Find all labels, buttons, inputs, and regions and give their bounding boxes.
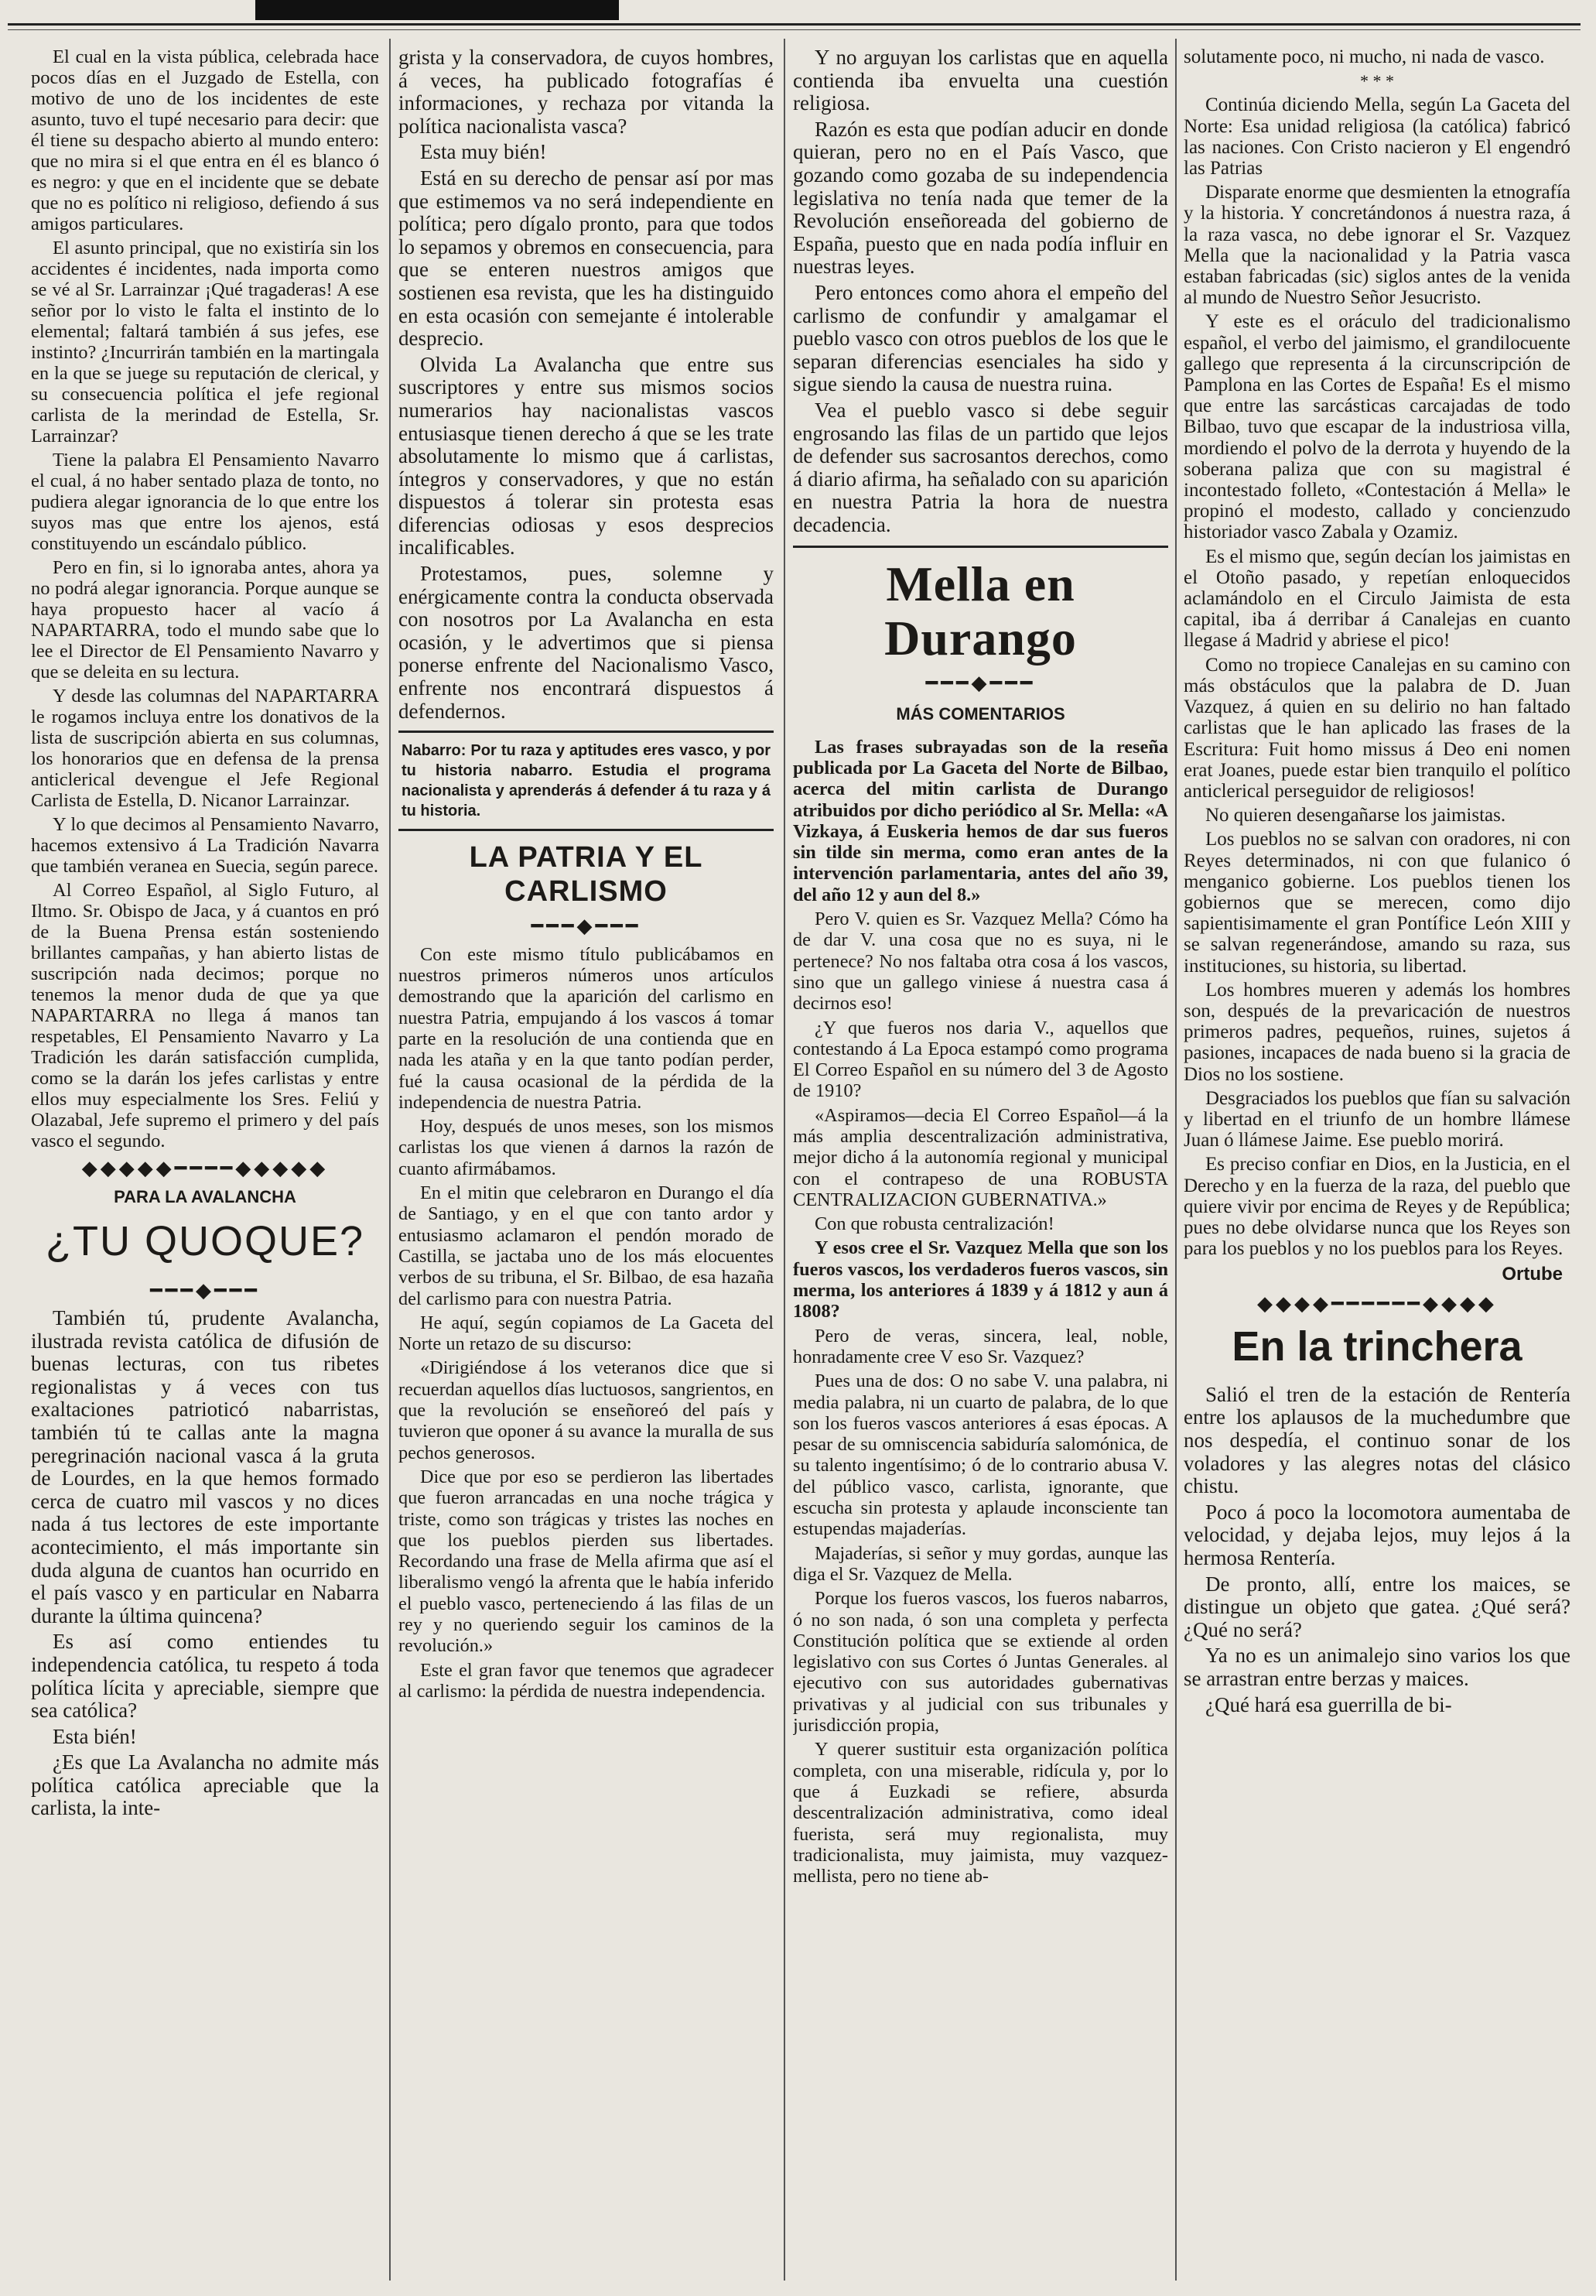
- article-paragraph: Pero entonces como ahora el empeño del carlismo de confundir y amalgamar el pueblo vasco con otros pueblos de los que le separan diferencias esenciales ha sido y sigue siendo la causa de nuestra ruina.: [793, 280, 1168, 396]
- article-paragraph: Disparate enorme que desmienten la etnografía y la historia. Y concretándonos á nuestra raza, á la raza vasca, no debe ignorar el Sr. Vazquez Mella que la nacionalidad y la Patria vasca estaban fabricadas (sic) siglos antes de la venida al mundo de Nuestro Señor Jesucristo.: [1184, 182, 1570, 309]
- article-subheadline: MÁS COMENTARIOS: [896, 704, 1065, 724]
- article-paragraph: Está en su derecho de pensar así por mas que estimemos va no será independiente en política; pero dígalo pronto, para que todos lo sepamos y obremos en consecuencia, para que se enteren nuestros amigos que sostienen esa revista, que les ha distinguido en esta ocasión con semejante é intolerable desprecio.: [398, 166, 774, 351]
- ornament-divider: ◆◆◆◆◆━━━━◆◆◆◆◆: [81, 1157, 329, 1179]
- article-paragraph: De pronto, allí, entre los maices, se distingue un objeto que gatea. ¿Qué será? ¿Qué no será?: [1184, 1572, 1570, 1641]
- article-paragraph: El asunto principal, que no existiría sin los accidentes é incidentes, nada importa como se vé al Sr. Larrainzar ¡Qué tragaderas! A ese señor por lo visto le falta el instinto de lo elemental; faltará también á sus jefes, ese instinto? ¿Incurrirán también en la martingala en la que se juege su reputación de clerical, y su consecuencia política el jefe regional carlista de la merindad de Estella, Sr. Larrainzar?: [31, 238, 379, 447]
- article-paragraph: Pero V. quien es Sr. Vazquez Mella? Cómo ha de dar V. una cosa que no es suya, ni le pertenece? No nos faltaba otra cosa á los vascos, sino que un gallego viniese á nuestra casa á decirnos eso!: [793, 908, 1168, 1015]
- notice-box: Nabarro: Por tu raza y aptitudes eres vasco, y por tu historia nabarro. Estudia el programa nacionalista y aprenderás á defender á tu raza y á tu historia.: [398, 731, 774, 831]
- asterism-divider: * * *: [1360, 71, 1394, 91]
- article-paragraph: Es el mismo que, según decían los jaimistas en el Otoño pasado, y repetían enloquecidos aclamándolo en el Circulo Jaimista de esta capital, iba á derribar á Canalejas en cuanto llegase á Madrid y abriese el pico!: [1184, 546, 1570, 652]
- article-paragraph: Y desde las columnas del NAPARTARRA le rogamos incluya entre los donativos de la lista de suscripción abierta en sus columnas, los honorarios que en defensa de la prensa anticlerical devengue el Jefe Regional Carlista de Estella, D. Nicanor Larrainzar.: [31, 686, 379, 811]
- section-rule: [793, 546, 1168, 548]
- article-paragraph: Los hombres mueren y además los hombres son, después de la prevaricación de nuestros primeros padres, pequeños, ruines, sujetos á pasiones, incapaces de nada bueno si la gracia de Dios no los sostiene.: [1184, 979, 1570, 1085]
- ornament-divider: ━━━◆━━━: [531, 915, 641, 938]
- article-paragraph: Salió el tren de la estación de Rentería entre los aplausos de la muchedumbre que nos despedía, el continuo sonar de los voladores y las alegres notas del clásico chistu.: [1184, 1382, 1570, 1498]
- article-paragraph: ¿Es que La Avalancha no admite más política católica apreciable que la carlista, la inte-: [31, 1750, 379, 1820]
- article-paragraph: Vea el pueblo vasco si debe seguir engrosando las filas de un partido que lejos de defender sus sacrosantos derechos, como á diario afirma, ha señalado con su aparición en nuestra Patria la hora de nuestra decadencia.: [793, 398, 1168, 536]
- article-paragraph: «Aspiramos—decia El Correo Español—á la más amplia descentralización administrativa, mejor dicho á la autonomía regional y municipal con el contrapeso de una ROBUSTA CENTRALIZACION GUBERNATIVA.»: [793, 1104, 1168, 1210]
- article-paragraph: Esta muy bién!: [420, 140, 547, 164]
- author-signature: Ortube: [1502, 1264, 1563, 1285]
- article-paragraph: También tú, prudente Avalancha, ilustrada revista católica de difusión de buenas lecturas, con tus ribetes regionalistas y á veces con tus exaltaciones patrioticó nabarristas, también tú te callas ante la magna peregrinación nacional vasca á la gruta de Lourdes, en la que hemos formado cerca de cuatro mil vascos y no dices nada á tus lectores de este importante acontecimiento, el más importante sin duda alguna de cuantos han ocurrido en el país vasco y en particular en Nabarra durante la última quincena?: [31, 1306, 379, 1627]
- article-paragraph: En el mitin que celebraron en Durango el día de Santiago, y en el que con tanto ardor y entusiasmo aclamaron el pendón morado de Castilla, se jactaba uno de los más elocuentes verbos de su tribuna, el Sr. Bilbao, de esa hazaña del carlismo para con nuestra Patria.: [398, 1182, 774, 1309]
- article-paragraph: grista y la conservadora, de cuyos hombres, á veces, ha publicado fotografías é informaciones, y rechaza por vitanda la política nacionalista vasca?: [398, 46, 774, 138]
- article-paragraph: ¿Qué hará esa guerrilla de bi-: [1205, 1692, 1452, 1716]
- top-rule: [8, 23, 1581, 26]
- article-paragraph: El cual en la vista pública, celebrada hace pocos días en el Juzgado de Estella, con motivo de uno de los incidentes de este asunto, tuvo el tupé necesario para decir: que él tiene su despacho abierto al mundo entero: que no mira si el que entra en él es blanco ó es negro: y que en el incidente que se debate que no es político ni religioso, defiendo á sus amigos particulares.: [31, 46, 379, 234]
- article-paragraph: Continúa diciendo Mella, según La Gaceta del Norte: Esa unidad religiosa (la católica) fabricó las naciones. Con Cristo nacieron y El engendró las Patrias: [1184, 94, 1570, 180]
- column-1: [31, 46, 379, 2281]
- masthead-strip: [255, 0, 619, 20]
- article-paragraph: Ya no es un animalejo sino varios los que se arrastran entre berzas y maices.: [1184, 1644, 1570, 1690]
- article-paragraph: Las frases subrayadas son de la reseña publicada por La Gaceta del Norte de Bilbao, acerca del mitin carlista de Durango atribuidos por dicho periódico al Sr. Mella: «A Vizkaya, á Euskeria hemos de dar sus fueros sin tilde sin merma, como eran antes de la intervención parlamentaria, antes del año 39, del año 12 y aun del 8.»: [793, 736, 1168, 905]
- article-paragraph: Desgraciados los pueblos que fían su salvación y libertad en el triunfo de un hombre llámese Juan ó llámese Jaime. Ese pueblo morirá.: [1184, 1087, 1570, 1151]
- article-paragraph: Poco á poco la locomotora aumentaba de velocidad, y dejaba lejos, muy lejos á la hermosa Rentería.: [1184, 1500, 1570, 1569]
- article-paragraph: «Dirigiéndose á los veteranos dice que si recuerdan aquellos días luctuosos, sangrientos, en que la revolución se enseñoreó del país y tuvieron que oponer á su avance la muralla de sus pechos generosos.: [398, 1357, 774, 1463]
- article-headline: LA PATRIA Y EL CARLISMO: [469, 841, 703, 908]
- article-paragraph: Los pueblos no se salvan con oradores, ni con Reyes determinados, ni con que fulanico ó menganico gobierne. Los pueblos tienen los gobiernos que se merecen, como dijo sapientisimamente el gran Pontífice León XIII y se salvan regenerándose, amando su raza, sus instituciones, su historia, su libertad.: [1184, 829, 1570, 977]
- article-paragraph: Hoy, después de unos meses, son los mismos carlistas los que vienen á darnos la razón de cuanto afirmábamos.: [398, 1116, 774, 1179]
- article-paragraph: No quieren desengañarse los jaimistas.: [1205, 805, 1506, 826]
- article-paragraph: Pues una de dos: O no sabe V. una palabra, ni media palabra, ni un cuarto de palabra, de lo que son los fueros vascos anteriores á esas épocas. A pesar de su omniscencia sabiduría salomónica, de su talento ingentísimo; ó de lo contrario abusa V. del público vasco, carlista, ignorante, que escucha sin protesta y aplaude inconsciente tan estupendas majaderías.: [793, 1370, 1168, 1540]
- article-paragraph: Razón es esta que podían aducir en donde quieran, pero no en el País Vasco, que gozando como gozaba de su independencia legislativa no tenía nada que temer de la Revolución enseñoreada del gobierno de España, puesto que en nada podía influir en nuestras leyes.: [793, 117, 1168, 279]
- article-paragraph: Es así como entiendes tu independencia católica, tu respeto á toda política lícita y apreciable, siempre que sea católica?: [31, 1630, 379, 1723]
- column-divider: [784, 39, 785, 2281]
- column-3: [793, 46, 1168, 2281]
- ornament-divider: ◆◆◆◆━━━━━━◆◆◆◆: [1257, 1292, 1497, 1315]
- column-4: [1184, 46, 1570, 2281]
- article-paragraph: He aquí, según copiamos de La Gaceta del Norte un retazo de su discurso:: [398, 1312, 774, 1355]
- column-divider: [1175, 39, 1177, 2281]
- article-paragraph: Y querer sustituir esta organización política completa, con una miserable, ridícula y, por lo que á Euzkadi se refiere, absurda descentralización administrativa, como ideal fuerista, será muy regionalista, muy tradicionalista, muy jaimista, muy vazquez-mellista, pero no tiene ab-: [793, 1739, 1168, 1887]
- article-headline: ¿TU QUOQUE?: [45, 1218, 365, 1264]
- article-paragraph: Al Correo Español, al Siglo Futuro, al Iltmo. Sr. Obispo de Jaca, y á cuantos en pró de la Buena Prensa están sosteniendo brillantes campañas, y han abierto listas de suscripción nada decimos; porque no tenemos la menor duda de que ya que NAPARTARRA no llega á manos tan respetables, El Pensamiento Navarro y La Tradición les darán satisfacción cumplida, como se la darán los jefes carlistas y entre ellos muy especialmente los Sres. Feliú y Olazabal, Jefe supremo el primero y del país vasco el segundo.: [31, 880, 379, 1151]
- article-paragraph: Y no arguyan los carlistas que en aquella contienda iba envuelta una cuestión religiosa.: [793, 46, 1168, 115]
- article-paragraph: Dice que por eso se perdieron las libertades que fueron arrancadas en una noche trágica y triste, como son trágicas y tristes las noches en que los pueblos pierden sus libertades. Recordando una frase de Mella afirma que así el liberalismo vengó la afrenta que le había inferido el pueblo vasco, perteneciendo á las filas de un rey y no queriendo seguir los caminos de la revolución.»: [398, 1466, 774, 1657]
- article-paragraph: Este el gran favor que tenemos que agradecer al carlismo: la pérdida de nuestra independencia.: [398, 1659, 774, 1702]
- article-paragraph: Esta bién!: [53, 1724, 137, 1748]
- article-paragraph: Con que robusta centralización!: [815, 1213, 1054, 1235]
- article-headline: Mella en Durango: [884, 556, 1077, 666]
- article-paragraph: Y esos cree el Sr. Vazquez Mella que son los fueros vascos, los verdaderos fueros vascos, sin merma, los anteriores á 1839 y á 1812 y aun á 1808?: [793, 1237, 1168, 1323]
- article-headline: En la trinchera: [1232, 1323, 1523, 1370]
- article-paragraph: Y este es el oráculo del tradicionalismo español, el verbo del jaimismo, el grandilocuente gallego que representa á la circunscripción de Pamplona en las Cortes de España! Es el mismo que entre las sarcásticas carcajadas de todo Bilbao, tuvo que escapar de la industriosa villa, mordiendo el polvo de la derrota y huyendo de la soberana paliza que con su magistral é incontestado folleto, «Contestación á Mella» le propinó el modesto, callado y concienzudo historiador vasco Zabala y Ozamiz.: [1184, 311, 1570, 543]
- column-2: [398, 46, 774, 2281]
- article-paragraph: Olvida La Avalancha que entre sus suscriptores y entre sus mismos socios numerarios hay nacionalistas vascos entusiasque tienen derecho á que se les trate absolutamente lo mismo que á carlistas, íntegros y conservadores, y que no están dispuestos á tolerar sin protesta esas diferencias odiosas y esos desprecios incalificables.: [398, 352, 774, 559]
- article-paragraph: Tiene la palabra El Pensamiento Navarro el cual, á no haber sentado plaza de tonto, no pudiera alegar ignorancia de lo que entre los suyos mas que entre los ajenos, está constituyendo un escándalo público.: [31, 450, 379, 554]
- article-paragraph: Con este mismo título publicábamos en nuestros primeros números unos artículos demostrando que la aparición del carlismo en nuestra Patria, empujando á los vascos á tomar parte en la resolución de una contienda que en nada les ataña y en la que tanto podían perder, fué la causa ocasional de la pérdida de la independencia de nuestra Patria.: [398, 943, 774, 1113]
- article-paragraph: Es preciso confiar en Dios, en la Justicia, en el Derecho y en la fuerza de la raza, del pueblo que quiere vivir por encima de Reyes y de República; pues no debe olvidarse nunca que los Reyes son para los pueblos y no los pueblos para los Reyes.: [1184, 1154, 1570, 1260]
- column-divider: [389, 39, 391, 2281]
- article-paragraph: Pero de veras, sincera, leal, noble, honradamente cree V eso Sr. Vazquez?: [793, 1325, 1168, 1367]
- top-rule-thin: [8, 29, 1581, 30]
- article-paragraph: solutamente poco, ni mucho, ni nada de vasco.: [1184, 46, 1545, 67]
- article-paragraph: Majaderías, si señor y muy gordas, aunque las diga el Sr. Vazquez de Mella.: [793, 1542, 1168, 1585]
- article-paragraph: Como no tropiece Canalejas en su camino con más obstáculos que la palabra de D. Juan Vazquez, á quien en su delirio no han faltado carlistas que le han aplicado las frases de la Escritura: Fuit homo missus á Deo eni nomen erat Joanes, puede estar bien tranquilo el político anticlerical perseguidor de religiosos!: [1184, 654, 1570, 802]
- article-paragraph: Porque los fueros vascos, los fueros nabarros, ó no son nada, ó son una completa y perfecta Constitución política que se extiende al orden legislativo con sus Cortes ó Juntas Generales. al ejecutivo con sus autoridades gubernativas privativas y al judicial con sus tribunales y jurisdicción propia,: [793, 1588, 1168, 1737]
- article-paragraph: ¿Y que fueros nos daria V., aquellos que contestando á La Epoca estampó como programa El Correo Español en su número del 3 de Agosto de 1910?: [793, 1017, 1168, 1102]
- ornament-divider: ━━━◆━━━: [925, 672, 1036, 695]
- ornament-divider: ━━━◆━━━: [150, 1279, 260, 1302]
- section-kicker: PARA LA AVALANCHA: [114, 1187, 296, 1206]
- article-paragraph: Protestamos, pues, solemne y enérgicamente contra la conducta observada con nosotros por La Avalancha en esta ocasión, y le advertimos que si piensa ponerse enfrente del Nacionalismo Vasco, enfrente nos encontrará dispuestos á defendernos.: [398, 562, 774, 723]
- article-paragraph: Pero en fin, si lo ignoraba antes, ahora ya no podrá alegar ignorancia. Porque aunque se haya propuesto hacer al vacío á NAPARTARRA, todo el mundo sabe que lo lee el Director de El Pensamiento Navarro y que se deleita en su lectura.: [31, 557, 379, 683]
- article-paragraph: Y lo que decimos al Pensamiento Navarro, hacemos extensivo á La Tradición Navarra que también veranea en Suecia, según parece.: [31, 814, 379, 877]
